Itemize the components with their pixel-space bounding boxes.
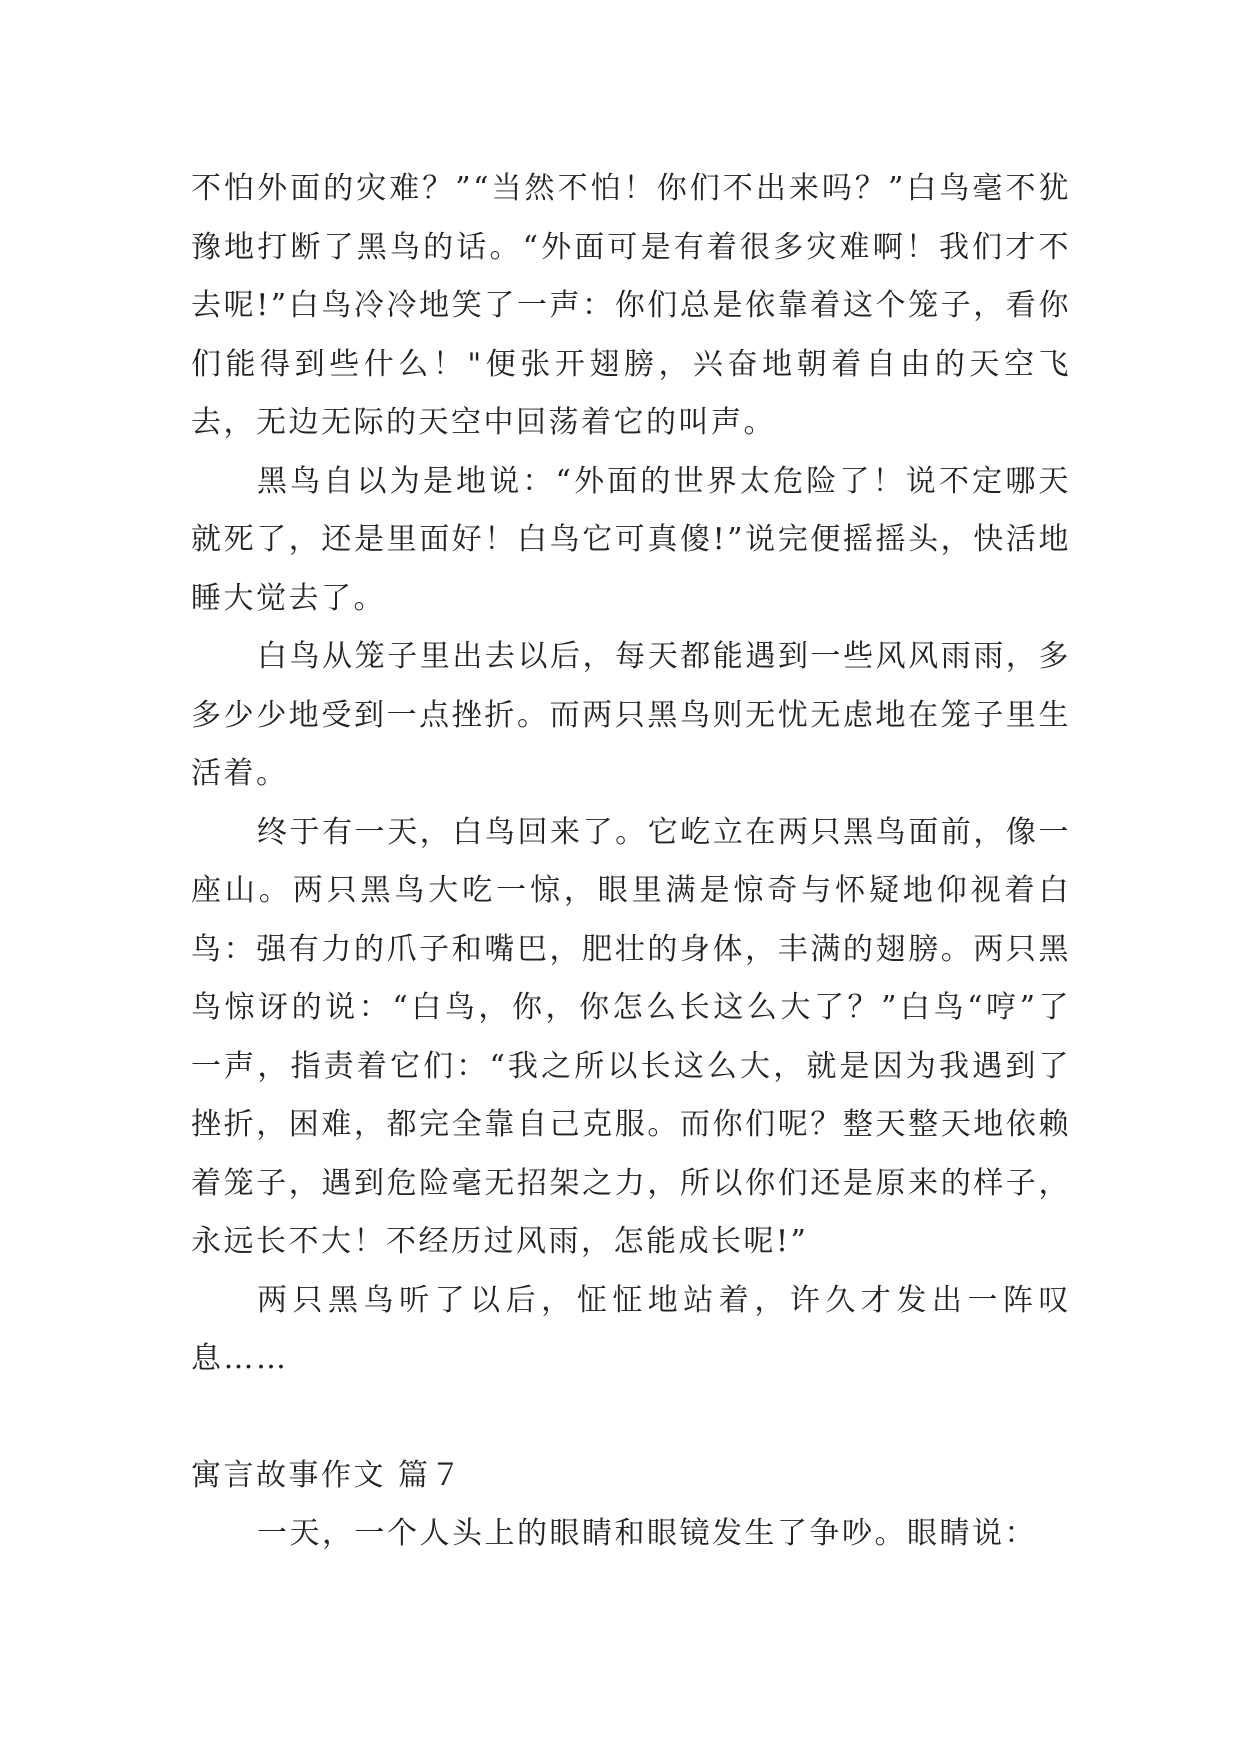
paragraph: 黑鸟自以为是地说：“外面的世界太危险了！说不定哪天就死了，还是里面好！白鸟它可真傻!”说完便摇摇头，快活地睡大觉去了。	[191, 463, 1071, 616]
paragraph: 两只黑鸟听了以后，怔怔地站着，许久才发出一阵叹息……	[191, 1282, 1071, 1376]
paragraph: 白鸟从笼子里出去以后，每天都能遇到一些风风雨雨，多多少少地受到一点挫折。而两只黑鸟则无忧无虑地在笼子里生活着。	[191, 639, 1071, 791]
paragraph: 终于有一天，白鸟回来了。它屹立在两只黑鸟面前，像一座山。两只黑鸟大吃一惊，眼里满是惊奇与怀疑地仰视着白鸟：强有力的爪子和嘴巴，肥壮的身体，丰满的翅膀。两只黑鸟惊讶的说：“白鸟，你，你怎么长这么大了？”白鸟“哼”了一声，指责着它们：“我之所以长这么大，就是因为我遇到了挫折，困难，都完全靠自己克服。而你们呢？整天整天地依赖着笼子，遇到危险毫无招架之力，所以你们还是原来的样子，永远长不大！不经历过风雨，怎能成长呢!”	[191, 814, 1071, 1259]
paragraph: 一天，一个人头上的眼睛和眼镜发生了争吵。眼睛说：	[257, 1516, 1037, 1551]
paragraph-continued: 不怕外面的灾难？”“当然不怕！你们不出来吗？”白鸟毫不犹豫地打断了黑鸟的话。“外面可是有着很多灾难啊！我们才不去呢!”白鸟冷冷地笑了一声：你们总是依靠着这个笼子，看你们能得到些什么！"便张开翅膀，兴奋地朝着自由的天空飞去，无边无际的天空中回荡着它的叫声。	[191, 171, 1071, 440]
document-body	[191, 160, 1071, 1564]
section-heading: 寓言故事作文 篇７	[191, 1457, 464, 1493]
